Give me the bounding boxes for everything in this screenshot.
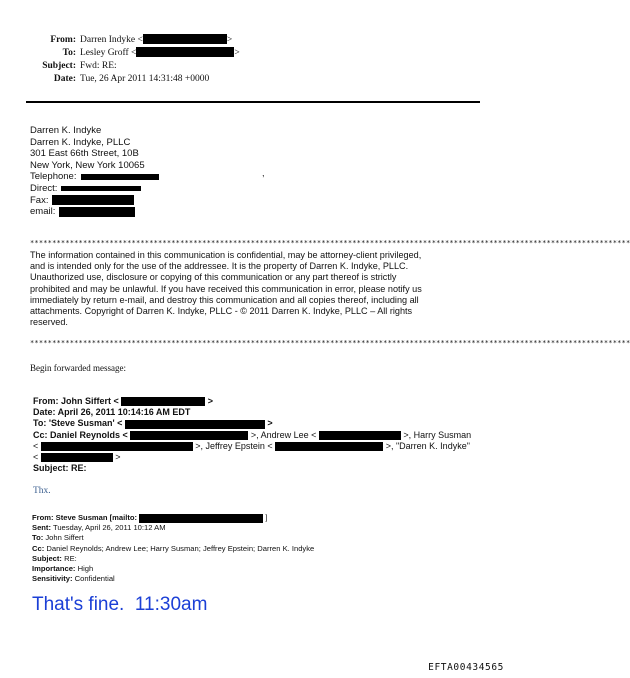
close-bracket: ] bbox=[265, 513, 268, 522]
redaction-block bbox=[41, 442, 193, 451]
forwarded-cc-andrew: >, Andrew Lee < bbox=[250, 429, 317, 440]
forwarded-cc-line2 bbox=[33, 441, 483, 452]
signature-direct bbox=[30, 183, 159, 195]
close-bracket: > bbox=[267, 418, 273, 429]
signature-email bbox=[30, 206, 159, 218]
confidentiality-notice: The information contained in this communication is confidential, may be attorney-client privileged, and is intended only for the use of the addressee. It is the property of Darren K. Indyke, PLLC. Unauthorized use, disclosure or copying of this communication or any part thereof is strictly prohibited and may be unlawful. If you have received this communication in error, please notify us immediately by return e-mail, and destroy this communication and all copies thereof, including all attachments. Copyright of Darren K. Indyke, PLLC - © 2011 Darren K. Indyke, PLLC – All rights reserved. bbox=[30, 250, 422, 328]
reply-text: That's fine. 11:30am bbox=[32, 594, 208, 615]
original-subject: Subject: RE: bbox=[32, 553, 77, 563]
redaction-block bbox=[59, 207, 135, 217]
forwarded-cc-epstein: >, Jeffrey Epstein < bbox=[195, 440, 273, 451]
forwarded-from bbox=[33, 396, 483, 407]
forwarded-cc-harry: >, Harry Susman bbox=[403, 429, 472, 440]
redaction-block bbox=[143, 34, 227, 44]
signature-street: 301 East 66th Street, 10B bbox=[30, 148, 139, 160]
redaction-block bbox=[130, 431, 248, 440]
forwarded-cc-line1 bbox=[33, 430, 483, 441]
redaction-block bbox=[275, 442, 383, 451]
header-date-row bbox=[30, 73, 240, 86]
original-from-text: From: Steve Susman [mailto: bbox=[32, 513, 138, 522]
close-bracket: > bbox=[115, 451, 121, 462]
redaction-block bbox=[52, 195, 134, 205]
forwarded-to-text: To: 'Steve Susman' < bbox=[33, 418, 123, 429]
stars-divider-bottom: **************************************************************************************************************************************** bbox=[30, 339, 630, 347]
forwarded-from-text: From: John Siffert < bbox=[33, 396, 119, 406]
from-label: From: bbox=[50, 35, 76, 45]
email-header bbox=[30, 34, 240, 86]
subject-label: Subject: bbox=[42, 61, 76, 71]
forwarded-cc-line2-start: < bbox=[33, 440, 39, 451]
date-value: Tue, 26 Apr 2011 14:31:48 +0000 bbox=[80, 74, 210, 84]
signature-name: Darren K. Indyke bbox=[30, 125, 102, 136]
redaction-block bbox=[61, 186, 141, 191]
original-sensitivity: Sensitivity: Confidential bbox=[32, 574, 115, 584]
original-from bbox=[32, 513, 314, 523]
subject-value: Fwd: RE: bbox=[80, 61, 117, 71]
redaction-block bbox=[319, 431, 401, 440]
signature-fax bbox=[30, 195, 159, 207]
redaction-block bbox=[121, 397, 205, 406]
redaction-block bbox=[139, 514, 263, 523]
forwarded-cc-start: Cc: Daniel Reynolds < bbox=[33, 429, 128, 440]
forwarded-headers bbox=[33, 396, 483, 474]
header-divider bbox=[26, 101, 480, 103]
forwarded-to bbox=[33, 418, 483, 429]
original-to: To: John Siffert bbox=[32, 533, 84, 543]
thx-message: Thx. bbox=[33, 486, 51, 496]
close-bracket: > bbox=[226, 35, 233, 45]
header-subject-row bbox=[30, 60, 240, 73]
signature-firm: Darren K. Indyke, PLLC bbox=[30, 136, 131, 148]
stray-comma: , bbox=[262, 168, 265, 178]
redaction-block bbox=[41, 453, 113, 462]
begin-forwarded-label: Begin forwarded message: bbox=[30, 363, 126, 373]
close-bracket: > bbox=[234, 48, 240, 58]
forwarded-date: Date: April 26, 2011 10:14:16 AM EDT bbox=[33, 407, 191, 418]
redaction-block bbox=[125, 420, 265, 429]
stars-divider-top: **************************************************************************************************************************************** bbox=[30, 239, 630, 247]
signature-telephone bbox=[30, 171, 159, 183]
forwarded-cc-indyke: >, "Darren K. Indyke" bbox=[385, 440, 470, 451]
direct-label: Direct: bbox=[30, 182, 58, 194]
header-from-row bbox=[30, 34, 240, 47]
original-cc: Cc: Daniel Reynolds; Andrew Lee; Harry Susman; Jeffrey Epstein; Darren K. Indyke bbox=[32, 543, 315, 553]
original-sent: Sent: Tuesday, April 26, 2011 10:12 AM bbox=[32, 523, 166, 533]
date-label: Date: bbox=[53, 74, 76, 84]
signature-city: New York, New York 10065 bbox=[30, 159, 145, 171]
to-label: To: bbox=[62, 48, 76, 58]
from-value: Darren Indyke < bbox=[80, 35, 143, 45]
close-bracket: > bbox=[207, 396, 214, 406]
telephone-label: Telephone: bbox=[30, 171, 77, 183]
bates-number: EFTA00434565 bbox=[428, 662, 504, 673]
email-label: email: bbox=[30, 206, 56, 218]
redaction-block bbox=[81, 174, 159, 180]
header-to-row bbox=[30, 47, 240, 60]
signature-block bbox=[30, 125, 159, 218]
forwarded-subject: Subject: RE: bbox=[33, 463, 87, 474]
original-headers bbox=[32, 513, 314, 584]
original-importance: Importance: High bbox=[32, 563, 94, 573]
forwarded-cc-line3-start: < bbox=[33, 451, 39, 462]
forwarded-cc-line3 bbox=[33, 452, 483, 463]
fax-label: Fax: bbox=[30, 194, 49, 206]
to-value: Lesley Groff < bbox=[80, 48, 137, 58]
redaction-block bbox=[136, 47, 234, 57]
